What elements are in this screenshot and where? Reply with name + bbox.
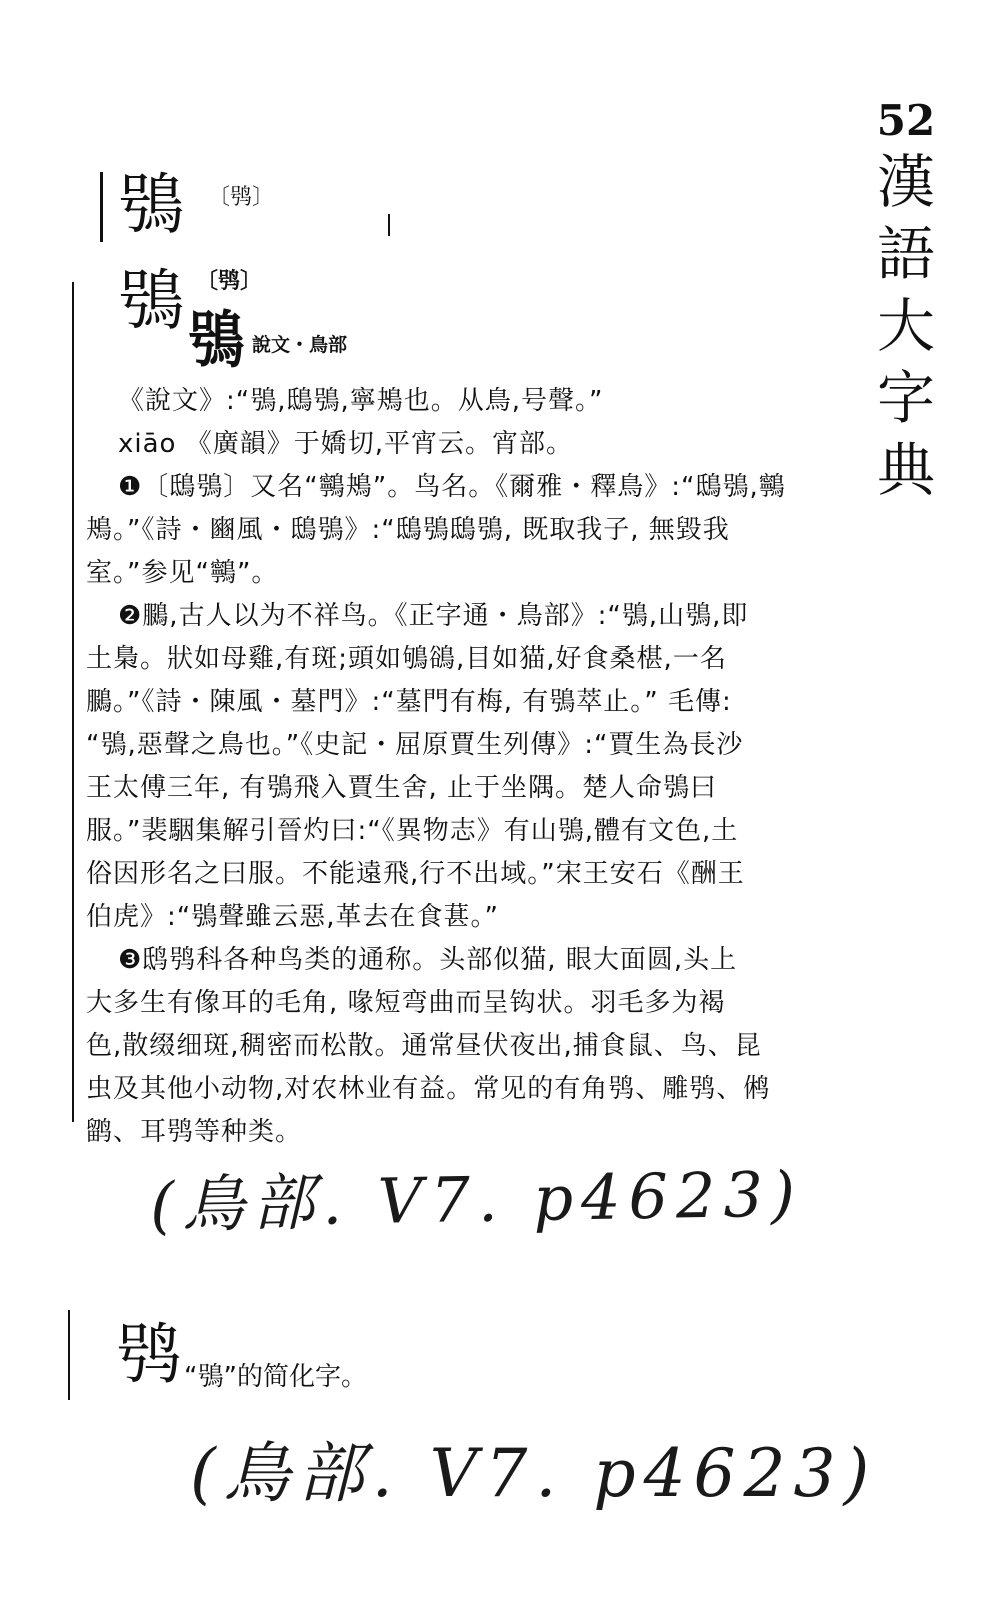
body-text-line: 鴂。”《詩・豳風・鴟鴞》:“鴟鴞鴟鴞, 既取我子, 無毀我 bbox=[86, 515, 730, 545]
dictionary-sidebar bbox=[866, 96, 946, 506]
dictionary-title-char-1: 漢 bbox=[876, 148, 935, 216]
seal-source-label: 說文・鳥部 bbox=[252, 334, 348, 356]
variant-bracket-note: 〔鸮〕 bbox=[208, 185, 275, 210]
margin-bar-variant-right bbox=[388, 214, 390, 236]
body-text-line: 鹠、耳鸮等种类。 bbox=[86, 1117, 303, 1147]
margin-bar-simplified bbox=[68, 1310, 70, 1400]
body-text-line: xiāo 《廣韻》于嬌切,平宵云。宵部。 bbox=[118, 429, 573, 459]
body-text-line: 王太傅三年, 有鴞飛入賈生舍, 止于坐隅。楚人命鴞曰 bbox=[86, 773, 718, 803]
simplified-note: “鴞”的简化字。 bbox=[184, 1362, 367, 1392]
main-bracket-note: 〔鸮〕 bbox=[196, 269, 263, 294]
margin-bar-variant bbox=[100, 172, 103, 242]
page-number: 52 bbox=[876, 96, 936, 145]
body-text-line: 室。”参见“鸋”。 bbox=[86, 558, 279, 588]
body-text-line: 俗因形名之曰服。不能遠飛,行不出域。”宋王安石《酬王 bbox=[86, 859, 745, 889]
handwritten-reference-note-2: (鳥部. V7. p4623) bbox=[190, 1435, 878, 1512]
main-head-char: 鴞 bbox=[118, 262, 184, 339]
dictionary-title-char-5: 典 bbox=[876, 436, 935, 504]
dictionary-title-char-4: 字 bbox=[876, 364, 935, 432]
body-text-line: ❷鵩,古人以为不祥鸟。《正字通・鳥部》:“鴞,山鴞,即 bbox=[118, 601, 749, 631]
body-text-line: 色,散缀细斑,稠密而松散。通常昼伏夜出,捕食鼠、鸟、昆 bbox=[86, 1031, 762, 1061]
dictionary-title-char-3: 大 bbox=[876, 292, 935, 360]
body-text-line: ❸鸱鸮科各种鸟类的通称。头部似猫, 眼大面圆,头上 bbox=[118, 945, 738, 975]
body-text-line: “鴞,惡聲之鳥也。”《史記・屈原賈生列傳》:“賈生為長沙 bbox=[86, 730, 744, 760]
simplified-head-char: 鸮 bbox=[116, 1316, 182, 1393]
margin-bar-main bbox=[72, 282, 74, 1122]
seal-script-char: 鴞 bbox=[188, 303, 244, 377]
body-text-line: 鵩。”《詩・陳風・墓門》:“墓門有梅, 有鴞萃止。” 毛傳: bbox=[86, 687, 732, 717]
body-text-line: ❶〔鴟鴞〕又名“鸋鴂”。鸟名。《爾雅・釋鳥》:“鴟鴞,鸋 bbox=[118, 472, 786, 502]
dictionary-title-char-2: 語 bbox=[876, 220, 935, 288]
body-text-line: 伯虎》:“鴞聲雖云惡,革去在食葚。” bbox=[86, 902, 499, 932]
body-text-line: 大多生有像耳的毛角, 喙短弯曲而呈钩状。羽毛多为褐 bbox=[86, 988, 726, 1018]
body-text-line: 土梟。狀如母雞,有斑;頭如鴝鵒,目如猫,好食桑椹,一名 bbox=[86, 644, 727, 674]
variant-head-char: 鴞 bbox=[118, 166, 184, 243]
handwritten-reference-note: (鳥部. V7. p4623) bbox=[149, 1157, 804, 1242]
body-text-line: 服。”裴駰集解引晉灼曰:“《異物志》有山鴞,體有文色,土 bbox=[86, 816, 739, 846]
body-text-line: 《說文》:“鴞,鴟鴞,寧鴂也。从鳥,号聲。” bbox=[118, 386, 604, 416]
body-text-line: 虫及其他小动物,对农林业有益。常见的有角鸮、雕鸮、鸺 bbox=[86, 1074, 771, 1104]
